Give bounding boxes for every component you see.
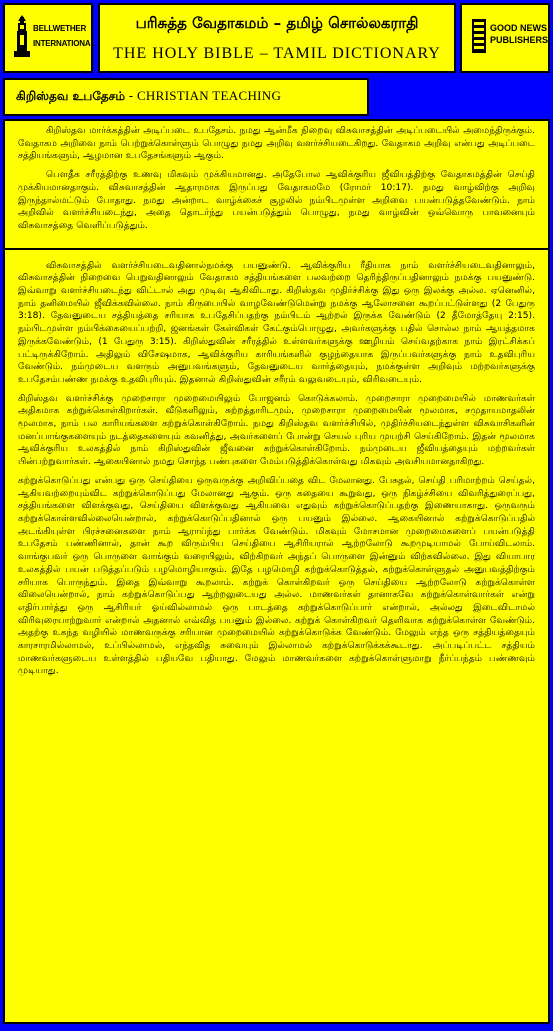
- bell-tower-icon: [13, 15, 31, 59]
- article-content: [3, 119, 550, 1024]
- bellwether-logo-line2: INTERNATIONAL: [33, 39, 96, 48]
- paragraph-5: கற்றுக்கொடுப்பது என்பது ஒரு செய்தியை ஒருவருக்கு அறிவிப்பதை விட மேலானது. பேசுதல், செய்தி பரிமாற்றம் செய்தல், ஆகியவற்றையும்விட கற்றுக்கொடுப்பது மேலானது ஆகும். ஒரு கதையை கூறுவது, ஒரு நிகழ்ச்சியை விவரித்துரைப்பது, சத்தியங்களை விளக்குவது, செய்தியை விளக்குவது ஆகியவை எதுவும் கற்றுக்கொடுப்பதற்கு இணையாகாது. ஒருவரும் கற்றுக்கொள்ளவில்லையென்றால், கற்றுக்கொடுப்பதினால் ஒரு பயனும் இல்லை. ஆகையினால் கற்றுக்கொடுப்பதில் அடங்கியுள்ள பிரச்சனைகளை நாம் ஆராய்ந்து பார்க்க வேண்டும். மிகவும் மோசமான முறைமைகளைப் பயன்படுத்தி உபதேசம் பண்ணினால், தான் கூற விரும்பிய செய்தியை ஆசிரியரால் ஆற்றலோடு கூறமுடியாமல் போய்விடலாம். வாங்குபவர் ஒரு பொருளை வாங்கும் வரையிலும், விற்கிறவர் அந்தப் பொருளை இன்னும் விற்கவில்லை. இது வியாபார உலகத்தில் பயன் படுத்தப்படும் பழமொழியாகும். இதே பழமொழி கற்றுக்கொடுத்தல், கற்றுக்கொள்ளுதல் அனுபவத்திற்கும் சரியாக பொருந்தும். இதை இவ்வாறு கூறலாம். கற்றுக் கொள்கிறவர் ஒரு செய்தியை ஆற்றலோடு கற்றுக்கொள்ள விலையென்றால், நாம் கற்றுக்கொடுப்பது ஆற்றலுடையது அல்ல. மாணவர்கள் தானாகவே கற்றுக்கொள்வார்கள் என்று எதிர்பார்த்து ஒரு ஆசிரியர் ஓய்வில்லாமல் ஒரு பாடத்தை கற்றுக்கொடுப்பார் என்றால், அல்லது இடைவிடாமல் விரிவுரையாற்றுவார் என்றால் அதனால் எவ்வித பயனும் இல்லை. கற்றுக் கொள்கிறவர் தெளிவாக கற்றுக்கொள்ள வேண்டும். அதற்கு உகந்த வழியில் மாணவருக்கு சரியான முறைமையில் கற்றுக்கொடுக்க வேண்டும். மேலும் எந்த ஒரு சத்தியத்தையும் காரசாரமில்லாமல், உப்பில்லாமல், எந்தவித சுவையும் இல்லாமல் கற்றுக்கொடுக்கக்கூடாது. அப்படிப்பட்ட சத்தியம் மாணவர்களுடைய உள்ளத்தில் பதியவே பதியாது. மேலும் மாணவர்களை கற்றுக்கொள்ளுமாறு நீர்ப்பந்தம் பண்ணவும் முடியாது.: [18, 475, 535, 677]
- section-title: [16, 88, 281, 105]
- dictionary-title-banner: [98, 3, 456, 73]
- paragraph-2: பௌதீக சரீரத்திற்கு உணவு மிகவும் முக்கியமானது. அதேபோல ஆவிக்குரிய ஜீவியத்திற்கு வேதாகமத்தின் செய்தி முக்கியமானதாகும். விசுவாசத்தின் ஆதாரமாக இருப்பது வேதாகமமே (ரோமர் 10:17). நமது வாழ்விற்கு அறிவு இருந்தால்மட்டும் போதாது. நமது அன்றாட வாழ்க்கைச் சூழலில் நம்பிடமுள்ள அறிவை பயன்படுத்தவேண்டும். நாம் அறிவில் வளர்ச்சியடைந்து, அதை தொடர்ந்து பயன்படுத்தும் பொழுது, நமது வாழ்வின் ஒவ்வொரு பாவனையும் விசுவாசத்தை வெளிப்படுத்தும்.: [18, 170, 535, 231]
- good-news-publishers-logo: [460, 3, 550, 73]
- title-english: THE HOLY BIBLE – TAMIL DICTIONARY: [113, 45, 441, 62]
- good-news-logo-line1: GOOD NEWS: [490, 23, 548, 33]
- section-title-english: CHRISTIAN TEACHING: [136, 88, 282, 103]
- good-news-logo-line2: PUBLISHERS: [490, 35, 549, 45]
- bellwether-logo: [3, 3, 96, 73]
- title-tamil: பரிசுத்த வேதாகமம் – தமிழ் சொல்லகராதி: [135, 14, 419, 32]
- section-heading-box: [3, 78, 369, 116]
- section-title-separator: -: [124, 89, 137, 103]
- open-book-icon: [470, 15, 488, 59]
- paragraph-4: கிறிஸ்தவ வளர்ச்சிக்கு முறைசாரா முறைமையிலும் போஜனம் கொடுக்கலாம். முறைசாரா முறைமையில் மாணவர்கள் அதிகமாக கற்றுக்கொள்கிறார்கள். வீடுகளிலும், சுற்றத்தாரிடமும், முறைசாரா முறைமையின் மூலமாக, சமுதாயமாதலின் மூலமாக, நாம் பல காரியங்களை கற்றுக்கொள்கிறோம். நமது கிறிஸ்தவ வளர்ச்சியில், முதிர்ச்சியடைந்துள்ள விசுவாசிகளின் மனப்பாங்குகளையும் நடத்தைகளையும் கவனித்து, அவர்களைப் போன்று செயல் புரிய முயற்சி செய்கிறோம். இதன் மூலமாக ஆவிக்குரிய உலகத்தில் நாம் கிறிஸ்துவின் ஜீவனை கற்றுக்கொள்கிறோம். நம்முடைய ஜீவியத்தையும் மற்றவர்கள் பின்பற்றுவார்கள். ஆகையினால் நமது சொந்த பண்புகளை மேம்படுத்திக்கொள்வது மிகவும் அவசியமானதாகிறது.: [18, 393, 535, 468]
- bellwether-logo-line1: BELLWETHER: [33, 24, 87, 33]
- section-title-tamil: கிறிஸ்தவ உபதேசம்: [16, 89, 125, 103]
- section-divider: [5, 239, 548, 250]
- paragraph-1: கிறிஸ்தவ மார்க்கத்தின் அடிப்படை உபதேசம். நமது ஆன்மீக நிறைவு விசுவாசத்தின் அடிப்படையில் அமைந்திருக்கும். வேதாகம அறிவை நாம் பெற்றுக்கொள்ளும் பொழுது நமது அறிவு வளர்ச்சியடைகிறது. வேதாகம அறிவு என்பது அடிப்படை சத்தியங்களும், ஆழமான உபதேசங்களும் ஆகும்.: [18, 126, 535, 162]
- paragraph-3: விசுவாசத்தில் வளர்ச்சியடைவதினால்நமக்கு பயனுண்டு. ஆவிக்குரிய ரீதியாக நாம் வளர்ச்சியடைவதினாலும், விசுவாசத்தின் நிறைவை பெறுவதினாலும் வேதாகம சத்தியங்களை பலவற்றை தெரிந்திருப்பதினாலும் நமக்கு பயனுண்டு. இவ்வாறு வளர்ச்சியடைந்து விட்டால் அது முடிவு ஆகிவிடாது. கிறிஸ்தவ முதிர்ச்சிக்கு இது ஒரு இலக்கு அல்ல. ஏனெனில், நாம் தனிமையில் ஜீவிக்கவில்லை. நாம் கிருபையில் வாழவேண்டுமென்று நமக்கு ஆலோசனை கூறப்பட்டுள்ளது (2 பேதுரு 3:18). தேவனுடைய சத்தியத்தை சரியாக உபதேசிப்பதற்கு நம்பிடம் ஆற்றல் இருக்க வேண்டும் (2 தீமோத்தேயு 2:15). நம்பிடமுள்ள நம்பிக்கையைப்பற்றி, ஜனங்கள் கேள்விகள் கேட்கும்பொழுது, அவர்களுக்கு பதில் சொல்ல நாம் ஆயத்தமாக இருக்கவேண்டும், (1 பேதுரு 3:15). கிறிஸ்துவின் சரீரத்தில் உள்ளவர்களுக்கு ஊழியம் செய்வதற்காக நாம் இரட்சிக்கப் பட்டிருக்கிறோம். அதிலும் விசேஷமாக, ஆவிக்குரிய காரியங்களில் குழந்தையாக இருப்பவர்களுக்கு நாம் உதவிபுரிய வேண்டும். நம்முடைய வளரும் அனுபவங்களும், தேவனுடைய வார்த்தையும், நமக்குள்ள அறிவும் மற்றவர்களுக்கு உபதேசம்பண்ண நமக்கு உதவிபுரியும். இதனால் கிறிஸ்துவின் சரீரம் வலுவடையும், விரிவடையும்.: [18, 260, 535, 385]
